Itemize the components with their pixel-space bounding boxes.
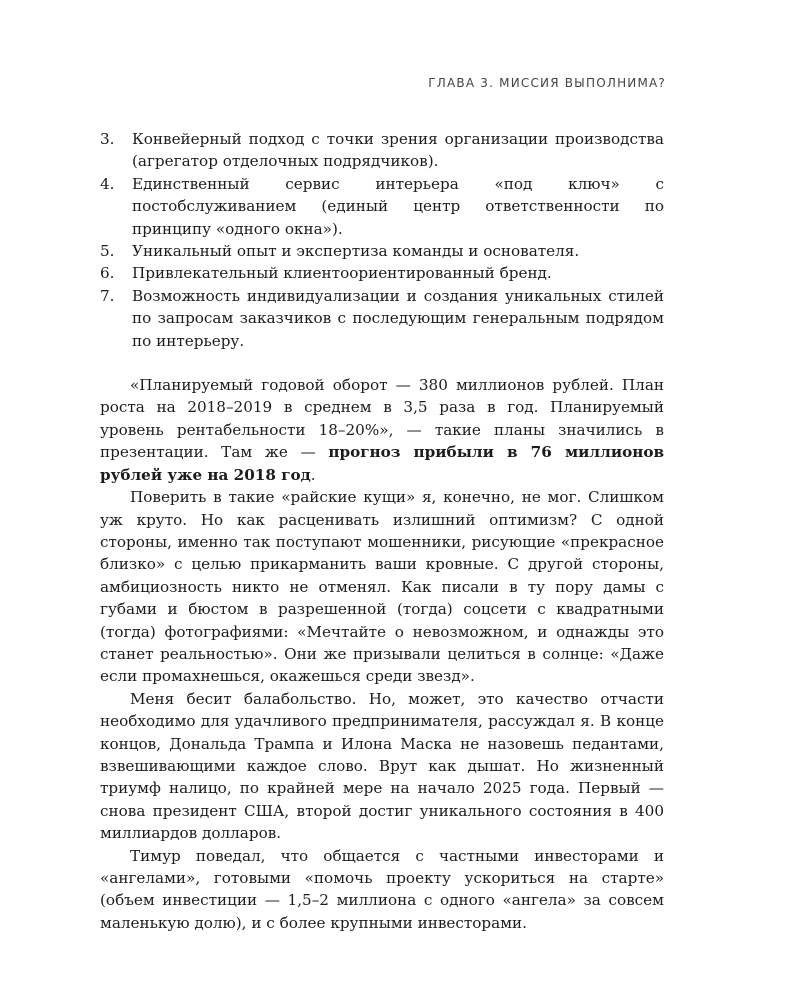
list-item-text: Возможность индивидуализации и создания уникальных стилей по запросам заказчиков с последующим генеральным подрядом по интерьеру. bbox=[132, 286, 664, 350]
list-item-text: Уникальный опыт и экспертиза команды и основателя. bbox=[132, 242, 580, 261]
list-item-number: 3. bbox=[100, 130, 115, 148]
numbered-list bbox=[100, 128, 664, 352]
page-body bbox=[100, 128, 664, 934]
section-spacer bbox=[100, 352, 664, 374]
list-item-number: 5. bbox=[100, 242, 115, 261]
paragraph-paradise: Поверить в такие «райские кущи» я, конечно, не мог. Слишком уж круто. Но как расценивать излишний оптимизм? С одной стороны, именно так поступают мошенники, рисующие «прекрасное близко» с целью прикарманить ваши кровные. С другой стороны, амбициозность никто не отменял. Как писали в ту пору дамы с губами и бюстом в разрешенной (тогда) соцсети с квадратными (тогда) фотографиями: «Мечтайте о невозможном, и однажды это станет реальностью». Они же призывали целиться в солнце: «Даже если промахнешься, окажешься среди звезд». bbox=[100, 488, 664, 686]
paragraph-investors: Тимур поведал, что общается с частными инвесторами и «ангелами», готовыми «помочь проекту ускориться на старте» (объем инвестиции — 1,5–2 миллиона с одного «ангела» за совсем маленькую долю), и с более крупными инвесторами. bbox=[100, 846, 664, 932]
list-item-number: 7. bbox=[100, 286, 115, 305]
list-item bbox=[100, 285, 664, 352]
running-head: ГЛАВА 3. МИССИЯ ВЫПОЛНИМА? bbox=[428, 76, 666, 90]
list-item bbox=[100, 173, 664, 240]
list-item bbox=[100, 262, 664, 284]
paragraph-plans-end: . bbox=[310, 465, 316, 484]
list-item-text: Привлекательный клиентоориентированный бренд. bbox=[132, 264, 552, 283]
list-item bbox=[100, 128, 664, 173]
paragraph-plans-text: «Планируемый годовой оборот — 380 миллионов рублей. План роста на 2018–2019 в среднем в 3,5 раза в год. Планируемый уровень рентабельности 18–20%», — такие планы значились в презентации. Там же — bbox=[100, 376, 664, 462]
list-item-number: 4. bbox=[100, 174, 115, 193]
list-item-number: 6. bbox=[100, 264, 115, 283]
paragraph-babble: Меня бесит балабольство. Но, может, это качество отчасти необходимо для удачливого предпринимателя, рассуждал я. В конце концов, Дональда Трампа и Илона Маска не назовешь педантами, взвешивающими каждое слово. Врут как дышат. Но жизненный триумф налицо, по крайней мере на начало 2025 года. Первый — снова президент США, второй достиг уникального состояния в 400 миллиардов долларов. bbox=[100, 689, 664, 843]
paragraph-plans-bold: прогноз прибыли в 76 миллионов рублей уже на 2018 год bbox=[100, 443, 665, 484]
list-item bbox=[100, 240, 664, 262]
paragraph-plans bbox=[100, 374, 664, 486]
list-item-text: Единственный сервис интерьера «под ключ» с постобслуживанием (единый центр ответственности по принципу «одного окна»). bbox=[132, 174, 664, 238]
list-item-text: Конвейерный подход с точки зрения организации производства (агрегатор отделочных подрядчиков). bbox=[132, 130, 664, 171]
